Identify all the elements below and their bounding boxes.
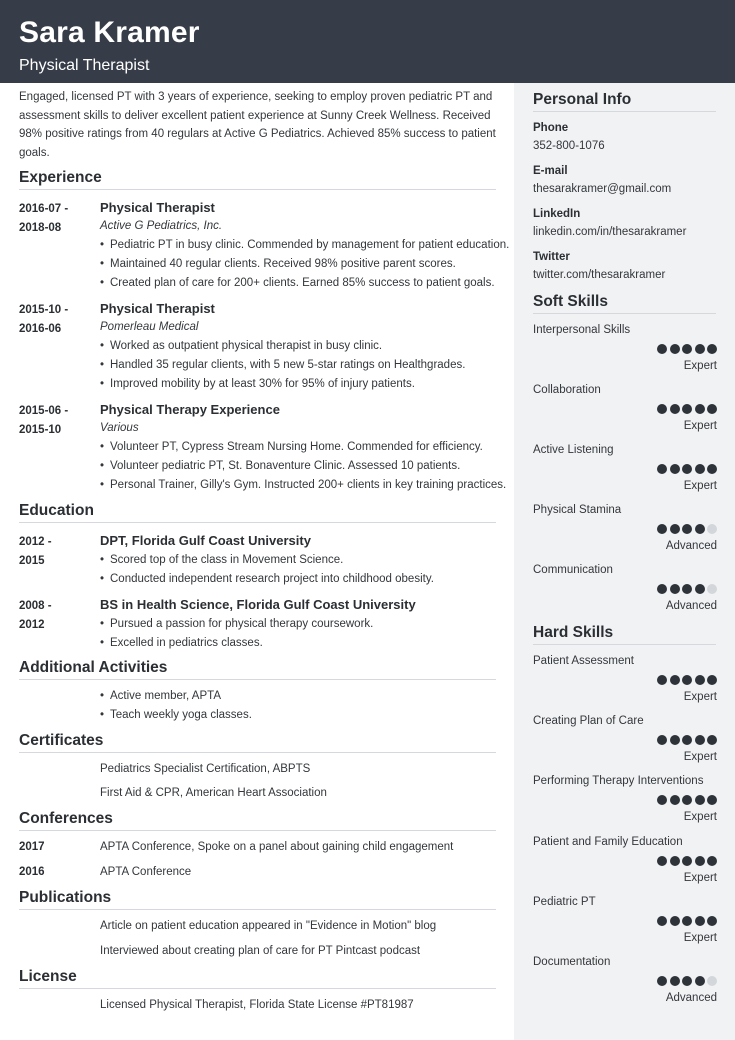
skill-name: Interpersonal Skills	[533, 324, 631, 336]
entry-bullets	[100, 615, 373, 653]
skill-level: Advanced	[665, 992, 717, 1004]
rating-dot-filled	[682, 344, 692, 354]
conferences-title: Conferences	[19, 810, 113, 827]
publication-item: Article on patient education appeared in "Evidence in Motion" blog	[100, 920, 437, 932]
bullet-item: • Created plan of care for 200+ clients. Earned 85% success to patient goals.	[100, 274, 509, 293]
skill-item	[533, 324, 717, 376]
entry-title: Physical Therapist	[100, 200, 215, 215]
rating-dot-filled	[670, 464, 680, 474]
skill-item	[533, 956, 717, 1008]
linkedin-value[interactable]: linkedin.com/in/thesarakramer	[533, 226, 687, 238]
rating-dot-filled	[670, 795, 680, 805]
rating-dot-filled	[707, 464, 717, 474]
skill-rating-dots	[657, 856, 717, 866]
skill-level: Expert	[683, 931, 717, 944]
twitter-label: Twitter	[533, 251, 570, 263]
rating-dot-filled	[682, 524, 692, 534]
activities-title: Additional Activities	[19, 659, 168, 676]
entry-title: DPT, Florida Gulf Coast University	[100, 533, 311, 548]
license-item: Licensed Physical Therapist, Florida State License #PT81987	[100, 999, 414, 1011]
rating-dot-filled	[695, 404, 705, 414]
rating-dot-filled	[670, 344, 680, 354]
summary: Engaged, licensed PT with 3 years of experience, seeking to employ proven pediatric PT and assessment skills to deliver excellent patient experience at Sunny Creek Wellness. Received 98% positive ratings from 40 regulars at Active G Pediatrics. Achieved 85% success to patient goals.	[19, 91, 496, 160]
rating-dot-filled	[682, 675, 692, 685]
rating-dot-filled	[695, 584, 705, 594]
entry-date: 2012 - 2015	[19, 536, 52, 567]
certificate-item: First Aid & CPR, American Heart Association	[100, 787, 327, 799]
bullet-item: • Personal Trainer, Gilly's Gym. Instructed 200+ clients in key training practices.	[100, 476, 506, 495]
rating-dot-filled	[695, 344, 705, 354]
resume-header	[0, 0, 735, 83]
skill-level: Expert	[683, 360, 717, 372]
skill-item	[533, 444, 717, 496]
skill-name: Creating Plan of Care	[533, 715, 644, 728]
skill-level: Expert	[683, 420, 717, 432]
rating-dot-filled	[657, 856, 667, 866]
skill-level: Expert	[683, 691, 717, 703]
rating-dot-filled	[657, 916, 667, 926]
personal-info-title: Personal Info	[533, 91, 632, 108]
rating-dot-filled	[657, 795, 667, 805]
rating-dot-empty	[707, 584, 717, 594]
certificates-title: Certificates	[19, 732, 104, 749]
skill-rating-dots	[657, 464, 717, 474]
certificate-item: Pediatrics Specialist Certification, ABPTS	[100, 763, 311, 775]
entry-date: 2015-06 - 2015-10	[19, 405, 69, 436]
entry-title: Physical Therapy Experience	[100, 402, 280, 417]
entry-date: 2016-07 - 2018-08	[19, 203, 69, 234]
conference-year: 2017	[19, 841, 45, 853]
rating-dot-filled	[682, 976, 692, 986]
rating-dot-filled	[670, 584, 680, 594]
skill-rating-dots	[657, 584, 717, 594]
rating-dot-filled	[695, 856, 705, 866]
rating-dot-filled	[657, 404, 667, 414]
rating-dot-filled	[695, 464, 705, 474]
skill-rating-dots	[657, 404, 717, 414]
entry-date: 2015-10 - 2016-06	[19, 304, 69, 335]
rating-dot-filled	[670, 856, 680, 866]
divider	[19, 679, 496, 680]
rating-dot-filled	[682, 856, 692, 866]
skill-level: Expert	[683, 871, 717, 884]
rating-dot-filled	[682, 584, 692, 594]
rating-dot-filled	[670, 976, 680, 986]
skill-name: Communication	[533, 564, 613, 576]
divider	[19, 189, 496, 190]
entry-title: BS in Health Science, Florida Gulf Coast University	[100, 597, 416, 612]
rating-dot-filled	[682, 464, 692, 474]
entry-bullets	[100, 337, 465, 393]
linkedin-label: LinkedIn	[533, 208, 581, 220]
skill-level: Expert	[683, 480, 717, 492]
entry-company: Various	[100, 422, 139, 434]
conference-item: APTA Conference, Spoke on a panel about gaining child engagement	[100, 841, 454, 853]
publication-item: Interviewed about creating plan of care for PT Pintcast podcast	[100, 945, 421, 957]
divider	[19, 830, 496, 831]
sidebar	[514, 83, 735, 1040]
bullet-item: • Pursued a passion for physical therapy coursework.	[100, 615, 373, 634]
rating-dot-filled	[670, 735, 680, 745]
rating-dot-filled	[707, 344, 717, 354]
rating-dot-filled	[657, 344, 667, 354]
divider	[19, 988, 496, 989]
skill-item	[533, 655, 717, 707]
rating-dot-filled	[707, 856, 717, 866]
rating-dot-filled	[682, 916, 692, 926]
skill-rating-dots	[657, 735, 717, 745]
bullet-item: • Handled 35 regular clients, with 5 new 5-star ratings on Healthgrades.	[100, 356, 465, 375]
publications-title: Publications	[19, 889, 112, 906]
rating-dot-filled	[695, 916, 705, 926]
skill-rating-dots	[657, 344, 717, 354]
candidate-role: Physical Therapist	[19, 57, 150, 74]
rating-dot-filled	[707, 916, 717, 926]
rating-dot-filled	[695, 524, 705, 534]
skill-item	[533, 504, 717, 556]
divider	[19, 909, 496, 910]
experience-title: Experience	[19, 169, 102, 186]
rating-dot-filled	[707, 675, 717, 685]
bullet-item: • Excelled in pediatrics classes.	[100, 634, 373, 653]
bullet-item: • Teach weekly yoga classes.	[100, 706, 252, 725]
skill-name: Active Listening	[533, 444, 614, 456]
rating-dot-filled	[682, 795, 692, 805]
bullet-item: • Volunteer pediatric PT, St. Bonaventure Clinic. Assessed 10 patients.	[100, 457, 506, 476]
entry-company: Active G Pediatrics, Inc.	[100, 220, 223, 232]
divider	[533, 111, 716, 112]
divider	[533, 313, 716, 314]
rating-dot-filled	[695, 976, 705, 986]
rating-dot-filled	[707, 795, 717, 805]
skill-rating-dots	[657, 976, 717, 986]
skill-name: Collaboration	[533, 384, 601, 396]
skill-rating-dots	[657, 524, 717, 534]
entry-title: Physical Therapist	[100, 301, 215, 316]
rating-dot-filled	[695, 735, 705, 745]
skill-name: Pediatric PT	[533, 895, 596, 908]
skill-name: Performing Therapy Interventions	[533, 775, 704, 788]
skill-level: Advanced	[665, 600, 717, 612]
bullet-item: • Worked as outpatient physical therapist in busy clinic.	[100, 337, 465, 356]
bullet-item: • Volunteer PT, Cypress Stream Nursing Home. Commended for efficiency.	[100, 438, 506, 457]
skill-level: Advanced	[665, 540, 717, 552]
education-title: Education	[19, 502, 94, 519]
bullet-item: • Scored top of the class in Movement Science.	[100, 551, 434, 570]
divider	[19, 752, 496, 753]
skill-name: Documentation	[533, 956, 611, 968]
soft-skills-title: Soft Skills	[533, 293, 608, 310]
entry-bullets	[100, 551, 434, 589]
hard-skills-title: Hard Skills	[533, 624, 614, 641]
twitter-value[interactable]: twitter.com/thesarakramer	[533, 269, 666, 281]
skill-item	[533, 775, 717, 827]
skill-item	[533, 564, 717, 616]
conference-item: APTA Conference	[100, 866, 192, 878]
entry-company: Pomerleau Medical	[100, 321, 199, 333]
rating-dot-filled	[657, 735, 667, 745]
rating-dot-filled	[657, 464, 667, 474]
bullet-item: • Improved mobility by at least 30% for 95% of injury patients.	[100, 375, 465, 394]
rating-dot-filled	[657, 584, 667, 594]
skill-name: Physical Stamina	[533, 504, 622, 516]
skill-level: Expert	[683, 751, 717, 764]
skill-item	[533, 384, 717, 436]
skill-level: Expert	[683, 811, 717, 824]
skill-rating-dots	[657, 675, 717, 685]
skill-rating-dots	[657, 916, 717, 926]
skill-item	[533, 836, 717, 888]
rating-dot-filled	[657, 675, 667, 685]
bullet-item: • Active member, APTA	[100, 687, 252, 706]
conference-year: 2016	[19, 866, 45, 878]
entry-bullets	[100, 438, 506, 494]
divider	[533, 644, 716, 645]
rating-dot-empty	[707, 524, 717, 534]
rating-dot-filled	[670, 524, 680, 534]
rating-dot-filled	[682, 735, 692, 745]
bullet-item: • Pediatric PT in busy clinic. Commended by management for patient education.	[100, 236, 509, 255]
rating-dot-filled	[682, 404, 692, 414]
divider	[19, 522, 496, 523]
rating-dot-filled	[695, 675, 705, 685]
rating-dot-empty	[707, 976, 717, 986]
rating-dot-filled	[707, 404, 717, 414]
rating-dot-filled	[670, 916, 680, 926]
skill-item	[533, 896, 717, 948]
skill-name: Patient and Family Education	[533, 835, 683, 848]
rating-dot-filled	[670, 404, 680, 414]
rating-dot-filled	[657, 976, 667, 986]
phone-value: 352-800-1076	[533, 140, 605, 152]
email-value[interactable]: thesarakramer@gmail.com	[533, 183, 672, 195]
candidate-name: Sara Kramer	[19, 16, 200, 49]
rating-dot-filled	[657, 524, 667, 534]
bullet-item: • Conducted independent research project into childhood obesity.	[100, 570, 434, 589]
license-title: License	[19, 968, 77, 985]
email-label: E-mail	[533, 165, 568, 177]
rating-dot-filled	[670, 675, 680, 685]
entry-bullets	[100, 236, 509, 292]
skill-item	[533, 715, 717, 767]
rating-dot-filled	[695, 795, 705, 805]
rating-dot-filled	[707, 735, 717, 745]
entry-date: 2008 - 2012	[19, 600, 52, 631]
activities-bullets	[100, 687, 252, 725]
bullet-item: • Maintained 40 regular clients. Received 98% positive parent scores.	[100, 255, 509, 274]
phone-label: Phone	[533, 122, 569, 134]
skill-name: Patient Assessment	[533, 655, 634, 667]
skill-rating-dots	[657, 795, 717, 805]
